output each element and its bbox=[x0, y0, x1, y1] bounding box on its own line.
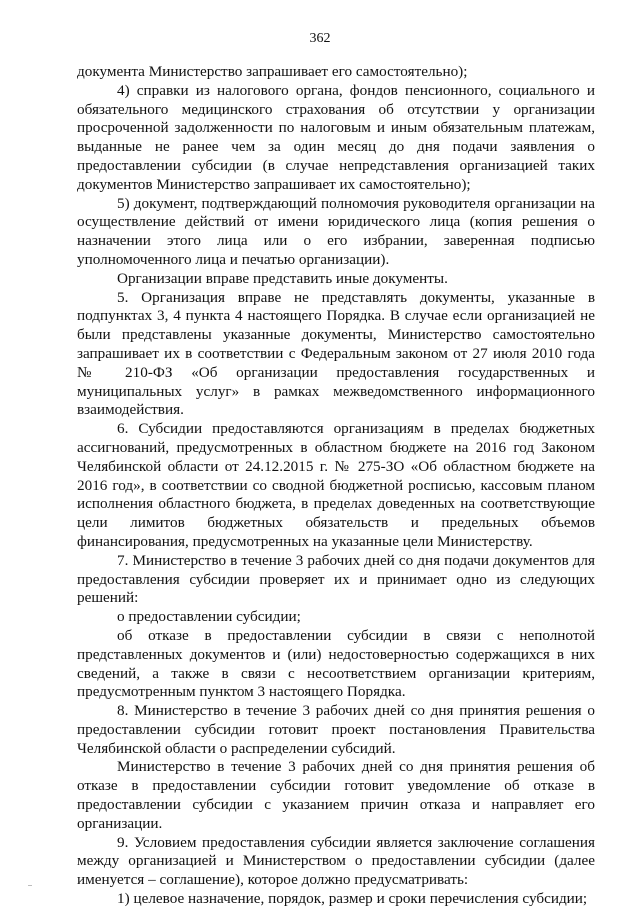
page-number: 362 bbox=[309, 31, 331, 46]
paragraph: 5) документ, подтверждающий полномочия руководителя организации на осуществление действий от имени юридического лица (копия решения о назначении этого лица или о его избрании, заверенная подписью уполномоченного лица и печатью организации). bbox=[77, 194, 595, 268]
paragraph: документа Министерство запрашивает его самостоятельно); bbox=[77, 63, 468, 80]
paragraph: 6. Субсидии предоставляются организациям в пределах бюджетных ассигнований, предусмотренных в областном бюджете на 2016 год Законом Челябинской области от 24.12.2015 г. № 275-ЗО «Об областном бюджете на 2016 год», в соответствии со сводной бюджетной росписью, кассовым планом исполнения областного бюджета, в пределах доведенных на соответствующие цели лимитов бюджетных обязательств и предельных объемов финансирования, предусмотренных на указанные цели Министерству. bbox=[77, 420, 595, 550]
paragraph: 4) справки из налогового органа, фондов пенсионного, социального и обязательного медицинского страхования об отсутствии у организации просроченной задолженности по налоговым и иным обязательным платежам, выданные не ранее чем за один месяц до дня подачи заявления о предоставлении субсидии (в случае непредставления организацией таких документов Министерство запрашивает их самостоятельно); bbox=[77, 81, 595, 193]
paragraph: 1) целевое назначение, порядок, размер и сроки перечисления субсидии; bbox=[117, 890, 588, 908]
paragraph: о предоставлении субсидии; bbox=[117, 608, 301, 626]
paragraph: 9. Условием предоставления субсидии является заключение соглашения между организацией и Министерством о предоставлении субсидии (далее именуется – соглашение), которое должно предусматривать: bbox=[77, 833, 595, 889]
paragraph: Организации вправе представить иные документы. bbox=[117, 269, 448, 287]
paragraph: об отказе в предоставлении субсидии в связи с неполнотой представленных документов и (или) недостоверностью содержащихся в них сведений, а также в связи с несоответствием организации критериям, предусмотренным пунктом 3 настоящего Порядка. bbox=[77, 626, 595, 701]
paragraph: 8. Министерство в течение 3 рабочих дней со дня принятия решения о предоставлении субсидии готовит проект постановления Правительства Челябинской области о распределении субсидий. bbox=[77, 702, 595, 757]
paragraph: Министерство в течение 3 рабочих дней со дня принятия решения об отказе в предоставлении субсидии готовит уведомление об отказе в предоставлении субсидии с указанием причин отказа и направляет его организации. bbox=[77, 758, 595, 832]
scan-mark bbox=[28, 885, 32, 886]
paragraph: 5. Организация вправе не представлять документы, указанные в подпунктах 3, 4 пункта 4 настоящего Порядка. В случае если организацией не были представлены указанные документы, Министерство самостоятельно запрашивает их в соответствии с Федеральным законом от 27 июля 2010 года № 210-ФЗ «Об организации предоставления государственных и муниципальных услуг» в рамках межведомственного информационного взаимодействия. bbox=[77, 288, 595, 419]
paragraph: 7. Министерство в течение 3 рабочих дней со дня подачи документов для предоставления субсидии проверяет их и принимает одно из следующих решений: bbox=[77, 551, 595, 607]
document-body bbox=[77, 63, 595, 909]
